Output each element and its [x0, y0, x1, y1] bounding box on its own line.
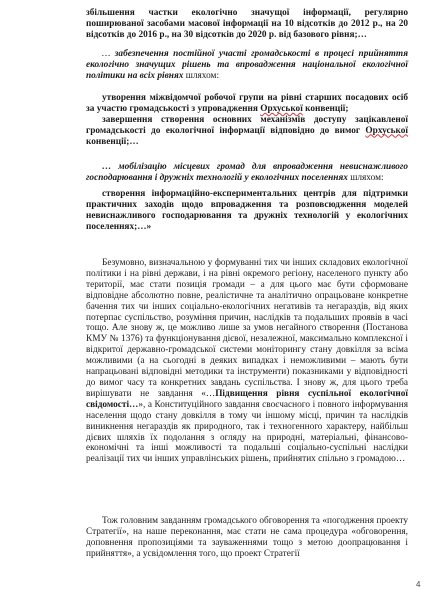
goal-media-share-text: збільшення частки екологічно значущої інформації, регулярно поширюваної засобами масової інформації на 10 відсотків до 2012 р., на 20 відсотків до 2016 р., на 30 відсотків до 2020 р. від базового рівня;… — [86, 8, 408, 40]
page-number: 4 — [416, 580, 421, 589]
goal-public-participation — [86, 49, 408, 82]
body-paragraph-main — [86, 258, 408, 465]
goal-public-participation-text: забезпечення постійної участі громадськості в процесі прийняття екологічно значущих рішень та впровадження національної екологічної політики на всіх рівнях — [86, 49, 408, 81]
body-paragraph-main-part2: », а Конституційного завдання своєчасного і повного інформування населення щодо стану довкілля в тому чи іншому місці, причин та наслідків виникнення негараздів як природного, так і техногенного характеру, найбільш дієвих шляхів їх подолання з огляду на природні, матеріальні, фінансово-економічні та інші можливості та подальші соціально-суспільні наслідки реалізації тих чи інших управлінських рішень, прийнятих спільно з громадою… — [86, 399, 408, 465]
aarhus-word: Орхуської — [365, 125, 408, 136]
goal-media-share — [86, 8, 408, 41]
goal-local-communities — [86, 162, 408, 184]
measure-info-centres-text: створення інформаційно-експериментальних центрів для підтримки практичних заходів щодо впровадження та розповсюдження моделей невиснажливого господарювання та дружніх технологій у екологічних поселеннях;…» — [86, 189, 408, 232]
measure-info-centres — [86, 189, 408, 233]
goal-public-participation-lead: … — [102, 49, 115, 59]
body-paragraph-strategy — [86, 516, 408, 560]
measure-access-mechanisms-end: конвенції;… — [86, 136, 139, 147]
measure-access-mechanisms-text: завершення створення основних механізмів доступу зацікавленої громадськості до екологічної інформації відповідно до вимог — [86, 114, 408, 136]
body-paragraph-strategy-text: Тож головним завданням громадського обговорення та «погодження проекту Стратегії», на наше переконання, має стати не сама процедура «обговорення, доповнення пропозиціями та зауваженнями тощо з метою доопрацювання і прийняття», а усвідомлення того, що проект Стратегії — [86, 516, 408, 559]
body-paragraph-main-part1: Безумовно, визначальною у формуванні тих чи інших складових екологічної політики і на рівні держави, і на рівні окремого регіону, населеного пункту або території, має стати позиція громади – а для цього має бути сформоване відповідне абсолютно повне, реалістичне та аналітично опрацьоване конкретне бачення тих чи інших соціально-екологічних негативів та негараздів, від яких потерпає суспільство, розуміння причин, наслідків та подальших проявів в часі тощо. Але знову ж, це можливо лише за умов негайного створення (Постанова КМУ № 1376) та функціонування дієвої, незалежної, максимально комплексної і відкритої державно-громадської системи моніторингу стану довкілля за всіма можливими (а на сьогодні в деяких випадках і неможливими – мають бути напрацьовані відповідні методики та інструменти) показниками у відповідності до вимог часу та конкретних завдань суспільства. І знову ж, для цього треба вирішувати не завдання «… — [86, 258, 408, 399]
measure-working-group — [86, 93, 408, 115]
aarhus-word: Орхуської — [260, 103, 303, 114]
goal-local-communities-lead: … — [102, 162, 119, 172]
goal-public-participation-tail: шляхом: — [183, 70, 220, 81]
goal-local-communities-text: мобілізацію місцевих громад для впровадження невиснажливого господарювання і дружніх технологій у екологічних поселеннях — [86, 162, 408, 183]
measure-access-mechanisms — [86, 115, 408, 148]
participation-measures — [86, 93, 408, 148]
body-paragraph-main-bold: Підвищення рівня суспільної екологічної свідомості… — [86, 388, 408, 410]
measure-working-group-end: конвенції; — [302, 103, 349, 114]
measure-working-group-text: утворення міжвідомчої робочої групи на рівні старших посадових осіб за участю громадськості з упровадження — [86, 93, 408, 114]
goal-local-communities-tail: шляхом: — [347, 172, 384, 183]
